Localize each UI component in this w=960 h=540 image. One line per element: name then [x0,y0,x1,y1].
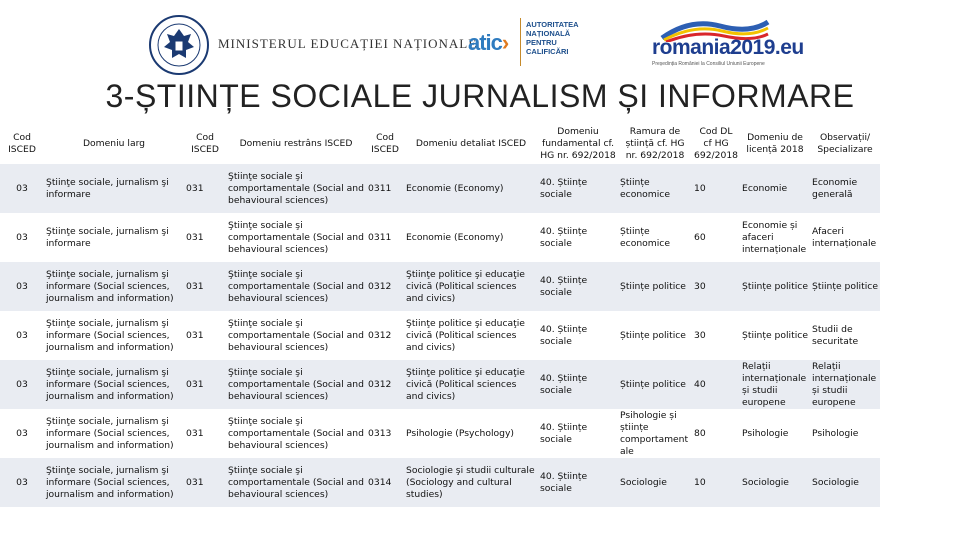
cell-domeniu-licenta: Sociologie [742,476,789,488]
cell-domeniu-restrans: Ştiinţe sociale şi comportamentale (Social and behavioural sciences) [228,464,364,500]
atic-logo: atic› [468,30,509,55]
cell-ramura-stiinta: Psihologie și științe comportament ale [620,409,689,457]
cell-ramura-stiinta: Sociologie [620,476,667,488]
table-row [0,311,880,360]
cell-domeniu-restrans: Ştiinţe sociale şi comportamentale (Social and behavioural sciences) [228,366,364,402]
cell-domeniu-fundamental: 40. Științe sociale [540,372,588,396]
cell-ramura-stiinta: Științe politice [620,280,686,292]
cell-domeniu-restrans: Ştiinţe sociale şi comportamentale (Social and behavioural sciences) [228,219,364,255]
cell-domeniu-larg: Ştiinţe sociale, jurnalism şi informare (Social sciences, journalism and information) [46,317,174,353]
cell-observatii: Economie generală [812,176,858,200]
cell-observatii: Științe politice [812,280,878,292]
table-row [0,164,880,213]
page-title: 3-ȘTIINȚE SOCIALE JURNALISM ȘI INFORMARE [105,78,855,114]
cell-domeniu-licenta: Economie [742,182,788,194]
cell-cod-isced-3: 0312 [368,280,392,292]
cell-cod-dl: 80 [694,427,706,439]
cell-observatii: Afaceri internaționale [812,225,877,249]
table-row [0,262,880,311]
cell-cod-isced-1: 03 [16,280,28,292]
cell-cod-isced-3: 0311 [368,231,392,243]
table-row [0,213,880,262]
cell-domeniu-detaliat: Economie (Economy) [406,182,504,194]
cell-cod-isced-2: 031 [186,182,204,194]
cell-cod-isced-2: 031 [186,329,204,341]
cell-domeniu-licenta: Psihologie [742,427,789,439]
cell-cod-dl: 30 [694,280,706,292]
header-domeniu-fundamental: Domeniu fundamental cf. HG nr. 692/2018 [540,126,616,161]
cell-cod-isced-1: 03 [16,378,28,390]
cell-cod-isced-3: 0313 [368,427,392,439]
cell-domeniu-detaliat: Ştiinţe politice şi educaţie civică (Political sciences and civics) [406,366,525,402]
cell-observatii: Sociologie [812,476,859,488]
header-domeniu-licenta: Domeniu de licență 2018 [746,132,804,155]
cell-ramura-stiinta: Științe economice [620,225,670,249]
cell-domeniu-fundamental: 40. Științe sociale [540,421,588,445]
cell-domeniu-restrans: Ştiinţe sociale şi comportamentale (Social and behavioural sciences) [228,268,364,304]
cell-domeniu-fundamental: 40. Științe sociale [540,470,588,494]
table-header-row [0,124,880,164]
cell-cod-isced-1: 03 [16,329,28,341]
cell-cod-dl: 10 [694,476,706,488]
cell-domeniu-fundamental: 40. Științe sociale [540,323,588,347]
cell-cod-isced-3: 0312 [368,329,392,341]
cell-domeniu-restrans: Ştiinţe sociale şi comportamentale (Social and behavioural sciences) [228,170,364,206]
cell-domeniu-larg: Ştiinţe sociale, jurnalism şi informare (Social sciences, journalism and information) [46,464,174,500]
cell-observatii: Relații internaționale și studii europene [812,360,877,408]
table-row [0,409,880,458]
romania2019-logo: romania2019.eu Președinția României la Consiliul Uniunii Europene [652,36,804,67]
cell-domeniu-licenta: Economie și afaceri internaționale [742,219,807,255]
cell-cod-isced-1: 03 [16,231,28,243]
cell-domeniu-licenta: Științe politice [742,280,808,292]
header-cod-dl: Cod DL cf HG 692/2018 [694,126,739,161]
anc-logo-text: AUTORITATEA NAȚIONALĂ PENTRU CALIFICĂRI [526,20,579,56]
header-cod-isced-2: Cod ISCED [191,132,219,155]
cell-cod-isced-2: 031 [186,231,204,243]
cell-cod-isced-2: 031 [186,476,204,488]
government-seal-icon [148,14,210,76]
header-observatii: Observații/ Specializare [817,132,873,155]
cell-domeniu-larg: Ştiinţe sociale, jurnalism şi informare [46,176,169,200]
cell-cod-isced-1: 03 [16,476,28,488]
cell-cod-isced-1: 03 [16,182,28,194]
header-cod-isced-1: Cod ISCED [8,132,36,155]
logo-divider [520,18,521,66]
cell-domeniu-detaliat: Ştiinţe politice şi educaţie civică (Political sciences and civics) [406,268,525,304]
ministry-name: MINISTERUL EDUCAȚIEI NAȚIONALE [218,36,478,51]
cell-cod-dl: 40 [694,378,706,390]
table-row [0,458,880,507]
cell-domeniu-detaliat: Psihologie (Psychology) [406,427,515,439]
cell-domeniu-larg: Ştiinţe sociale, jurnalism şi informare (Social sciences, journalism and information) [46,415,174,451]
header-ramura-stiinta: Ramura de știință cf. HG nr. 692/2018 [625,126,685,161]
cell-domeniu-restrans: Ştiinţe sociale şi comportamentale (Social and behavioural sciences) [228,317,364,353]
cell-cod-isced-3: 0311 [368,182,392,194]
cell-domeniu-detaliat: Ştiinţe politice şi educaţie civică (Political sciences and civics) [406,317,525,353]
cell-domeniu-larg: Ştiinţe sociale, jurnalism şi informare [46,225,169,249]
header-domeniu-detaliat: Domeniu detaliat ISCED [415,138,527,149]
cell-domeniu-restrans: Ştiinţe sociale şi comportamentale (Social and behavioural sciences) [228,415,364,451]
cell-domeniu-fundamental: 40. Științe sociale [540,176,588,200]
header-domeniu-restrans: Domeniu restrâns ISCED [239,138,353,149]
cell-observatii: Psihologie [812,427,859,439]
isced-table [0,124,880,507]
cell-domeniu-fundamental: 40. Științe sociale [540,225,588,249]
cell-domeniu-licenta: Științe politice [742,329,808,341]
table-row [0,360,880,409]
cell-ramura-stiinta: Științe politice [620,329,686,341]
cell-cod-isced-3: 0314 [368,476,392,488]
header-logos [0,8,960,78]
cell-cod-isced-2: 031 [186,280,204,292]
cell-domeniu-licenta: Relații internaționale și studii europene [742,360,807,408]
header-cod-isced-3: Cod ISCED [371,132,399,155]
cell-cod-isced-3: 0312 [368,378,392,390]
cell-cod-isced-2: 031 [186,378,204,390]
cell-cod-dl: 10 [694,182,706,194]
cell-domeniu-larg: Ştiinţe sociale, jurnalism şi informare (Social sciences, journalism and information) [46,366,174,402]
cell-cod-isced-1: 03 [16,427,28,439]
header-domeniu-larg: Domeniu larg [82,138,146,149]
cell-cod-dl: 30 [694,329,706,341]
cell-domeniu-larg: Ştiinţe sociale, jurnalism şi informare (Social sciences, journalism and information) [46,268,174,304]
cell-cod-isced-2: 031 [186,427,204,439]
cell-cod-dl: 60 [694,231,706,243]
cell-domeniu-fundamental: 40. Științe sociale [540,274,588,298]
cell-ramura-stiinta: Științe politice [620,378,686,390]
cell-observatii: Studii de securitate [812,323,859,347]
cell-domeniu-detaliat: Sociologie şi studii culturale (Sociology and cultural studies) [406,464,535,500]
cell-ramura-stiinta: Științe economice [620,176,670,200]
cell-domeniu-detaliat: Economie (Economy) [406,231,504,243]
